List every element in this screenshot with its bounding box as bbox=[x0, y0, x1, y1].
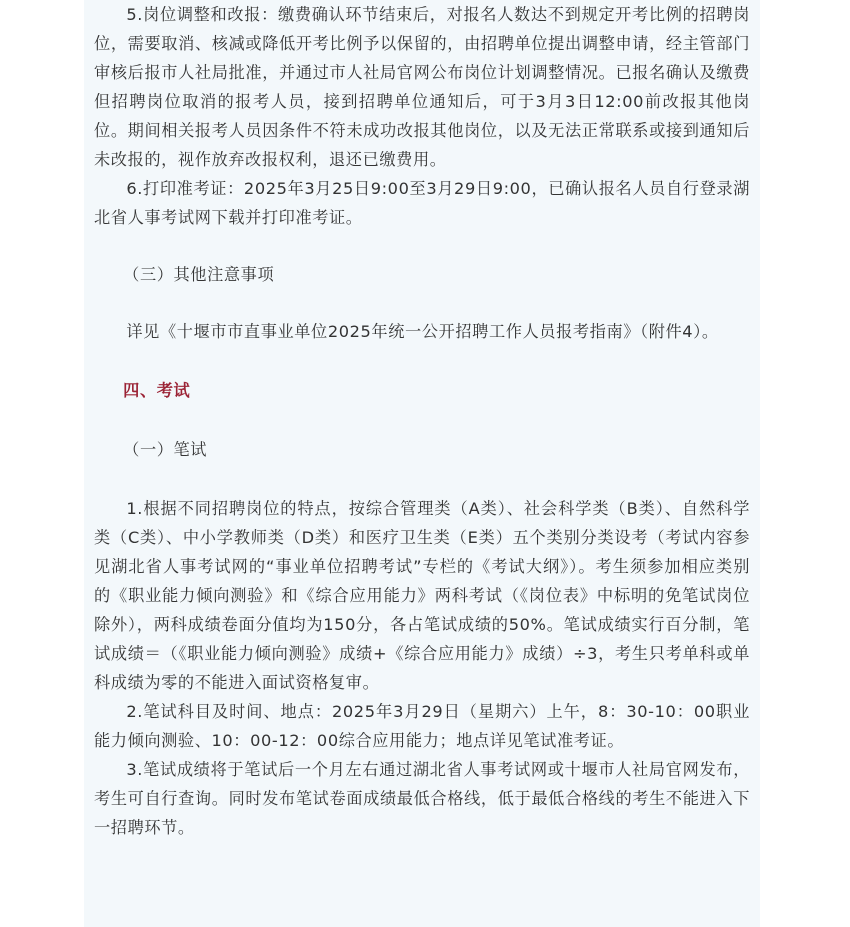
spacer bbox=[94, 289, 750, 317]
spacer bbox=[94, 232, 750, 260]
paragraph-written-exam-categories: 1.根据不同招聘岗位的特点，按综合管理类（A类）、社会科学类（B类）、自然科学类（C类）、中小学教师类（D类）和医疗卫生类（E类）五个类别分类设考（考试内容参见湖北省人事考试网的“事业单位招聘考试”专栏的《考试大纲》）。考生须参加相应类别的《职业能力倾向测验》和《综合应用能力》两科考试（《岗位表》中标明的免笔试岗位除外），两科成绩卷面分值均为150分，各占笔试成绩的50%。笔试成绩实行百分制，笔试成绩＝（《职业能力倾向测验》成绩+《综合应用能力》成绩）÷3，考生只考单科或单科成绩为零的不能进入面试资格复审。 bbox=[94, 499, 750, 692]
spacer bbox=[94, 405, 750, 435]
paragraph-written-exam-results: 3.笔试成绩将于笔试后一个月左右通过湖北省人事考试网或十堰市人社局官网发布，考生可自行查询。同时发布笔试卷面成绩最低合格线，低于最低合格线的考生不能进入下一招聘环节。 bbox=[94, 760, 750, 837]
paragraph-written-exam-schedule: 2.笔试科目及时间、地点：2025年3月29日（星期六）上午，8：30-10：00职业能力倾向测验、10：00-12：00综合应用能力；地点详见笔试准考证。 bbox=[94, 702, 750, 750]
article-body bbox=[84, 0, 760, 927]
paragraph-print-admission-ticket: 6.打印准考证：2025年3月25日9:00至3月29日9:00，已确认报名人员自行登录湖北省人事考试网下载并打印准考证。 bbox=[94, 179, 750, 227]
paragraph-job-adjustment: 5.岗位调整和改报：缴费确认环节结束后，对报名人数达不到规定开考比例的招聘岗位，需要取消、核减或降低开考比例予以保留的，由招聘单位提出调整申请，经主管部门审核后报市人社局批准，并通过市人社局官网公布岗位计划调整情况。已报名确认及缴费但招聘岗位取消的报考人员，接到招聘单位通知后，可于3月3日12:00前改报其他岗位。期间相关报考人员因条件不符未成功改报其他岗位，以及无法正常联系或接到通知后未改报的，视作放弃改报权利，退还已缴费用。 bbox=[94, 5, 750, 169]
paragraph-other-notes: 详见《十堰市市直事业单位2025年统一公开招聘工作人员报考指南》（附件4）。 bbox=[126, 322, 719, 341]
subheading-other-notes: （三）其他注意事项 bbox=[123, 265, 275, 284]
subheading-written-exam: （一）笔试 bbox=[123, 440, 208, 459]
spacer bbox=[94, 346, 750, 376]
spacer bbox=[94, 464, 750, 494]
section-heading-exam: 四、考试 bbox=[123, 381, 191, 400]
